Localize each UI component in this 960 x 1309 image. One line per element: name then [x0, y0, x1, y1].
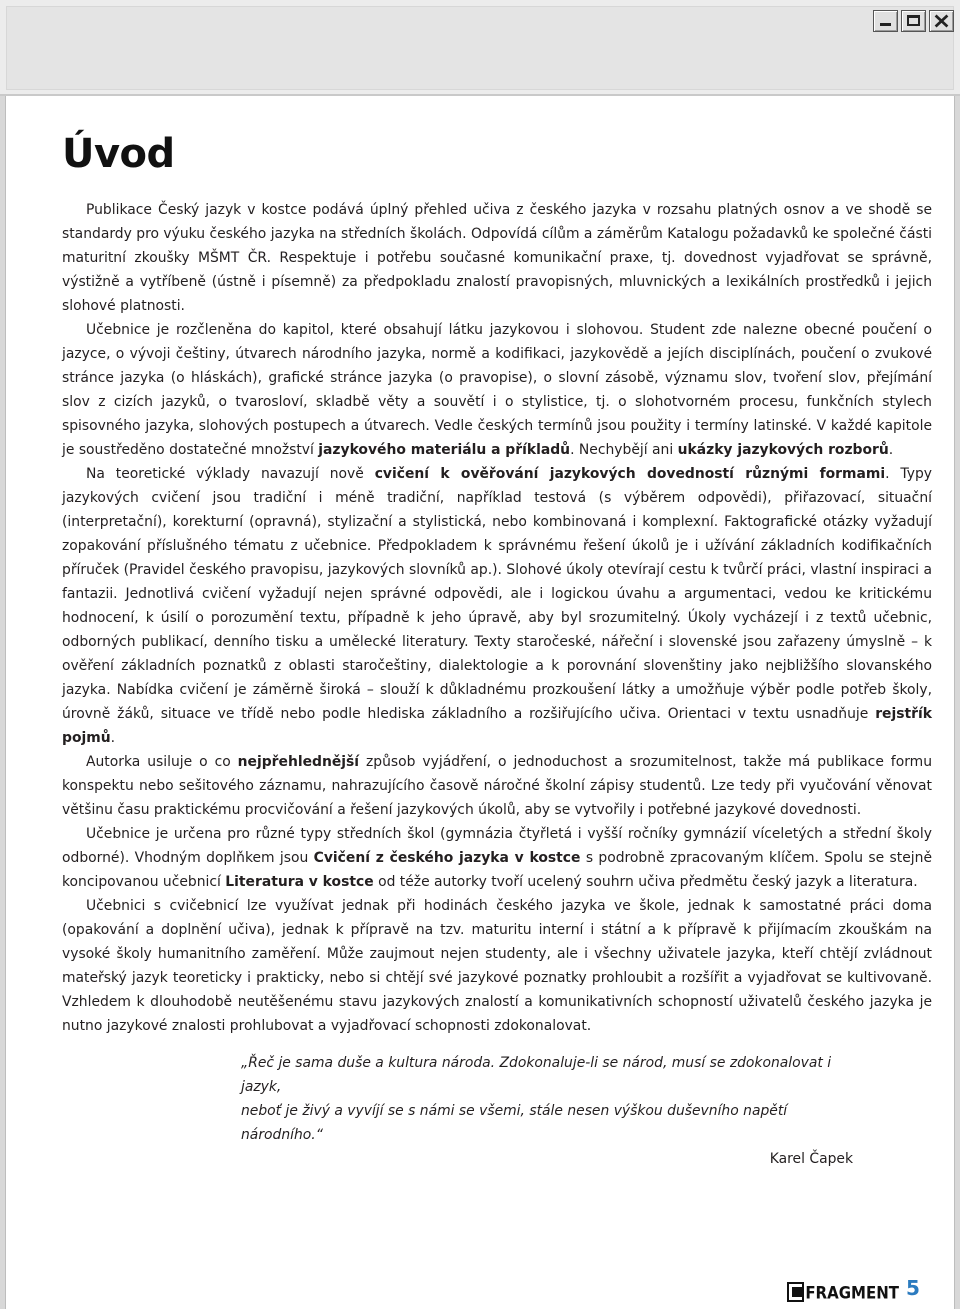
close-icon: [930, 11, 953, 31]
text-run: Publikace Český jazyk v kostce podává úplný přehled učiva z českého jazyka v rozsahu platných osnov a ve shodě se standardy pro výuku českého jazyka na středních školách. Odpovídá cílům a záměrům Katalogu požadavků ke společné části maturitní zkoušky MŠMT ČR. Respektuje i potřebu současné komunikační praxe, tj. dovednost vyjadřovat se správně, výstižně a vytříbeně (ústně i písemně) za předpokladu znalostí pravopisných, mluvnických a lexikálních prostředků i jejich slohové platnosti.: [62, 202, 933, 314]
text-run: Učebnice je rozčleněna do kapitol, které obsahují látku jazykovou i slohovou. Student zde nalezne obecné poučení o jazyce, o vývoji češtiny, útvarech národního jazyka, normě a kodifikaci, jazykovědě a jejích disciplínách, poučení o zvukové stránce jazyka (o hláskách), grafické stránce jazyka (o pravopise), o slovní zásobě, významu slov, tvoření slov, přejímání slov z cizích jazyků, o tvarosloví, skladbě věty a souvětí i o stylistice, tj. o slohotvorném procesu, funkčních stylech spisovného jazyka, slohových postupech a útvarech. Vedle českých termínů jsou použity i termíny latinské. V každé kapitole je soustředěno dostatečné množství: [62, 322, 932, 458]
paragraph: [62, 894, 932, 1038]
paragraph: [62, 198, 932, 318]
bold-text: cvičení k ověřování jazykových dovedností různými formami: [374, 466, 886, 482]
close-button[interactable]: [929, 10, 954, 32]
page-title: Úvod: [62, 131, 175, 177]
publisher-logo: [787, 1276, 899, 1302]
window-left-border: [0, 96, 6, 1309]
window-right-border: [954, 96, 960, 1309]
logo-mark-icon: [787, 1282, 804, 1302]
bold-text: nejpřehlednější: [237, 754, 360, 770]
text-run: .: [110, 730, 116, 746]
paragraph: [62, 462, 932, 750]
text-run: Učebnice je určena pro různé typy středních škol (gymnázia čtyřletá i vyšší ročníky gymnázií víceletých a střední školy odborné). Vhodným doplňkem jsou: [62, 826, 932, 866]
window-toolbar-area: [6, 6, 954, 90]
minimize-button[interactable]: [873, 10, 898, 32]
quote-line-2: neboť je živý a vyvíjí se s námi se všemi, stále nesen výškou duševního napětí národního.“: [241, 1103, 788, 1143]
bold-text: Literatura v kostce: [225, 874, 374, 890]
page-number: 5: [906, 1276, 920, 1300]
maximize-button[interactable]: [901, 10, 926, 32]
window-titlebar: [0, 0, 960, 96]
text-run: Na teoretické výklady navazují nově: [86, 466, 375, 482]
quote-line-1: „Řeč je sama duše a kultura národa. Zdokonaluje-li se národ, musí se zdokonalovat i jazyk,: [241, 1055, 832, 1095]
paragraph: [62, 318, 932, 462]
text-run: s podrobně zpracovaným klíčem. Spolu se stejně koncipovanou učebnicí: [62, 850, 932, 890]
bold-text: rejstřík pojmů: [62, 706, 932, 746]
document-body: [62, 130, 932, 1038]
maximize-icon: [907, 15, 920, 26]
paragraphs: [62, 198, 932, 1038]
text-run: .: [888, 442, 894, 458]
quote-author: Karel Čapek: [769, 1151, 853, 1167]
logo-text: FRAGMENT: [805, 1283, 899, 1303]
text-run: způsob vyjádření, o jednoduchost a srozumitelnost, takže má publikace formu konspektu nebo sešitového záznamu, nahrazujícího časově náročné školní zápisy studentů. Lze tedy při vyučování věnovat většinu času praktickému procvičování a řešení jazykových úkolů, aby se vytvořily i potřebné jazykové dovednosti.: [62, 754, 932, 818]
bold-text: jazykového materiálu a příkladů: [318, 442, 571, 458]
paragraph: [62, 822, 932, 894]
window-controls: [873, 10, 954, 32]
paragraph: [62, 750, 932, 822]
text-run: Učebnici s cvičebnicí lze využívat jednak při hodinách českého jazyka ve škole, jednak k samostatné práci doma (opakování a doplnění učiva), jednak k přípravě na tzv. maturitu interní i státní a k přípravě k přijímacím zkouškám na vysoké školy humanitního zaměření. Může zaujmout nejen studenty, ale i všechny uživatele jazyka, kteří chtějí zvládnout mateřský jazyk teoreticky i prakticky, nebo si chtějí své jazykové poznatky prohloubit a rozšířit a vyjadřovat se kultivovaně. Vzhledem k dlouhodobě neutěšenému stavu jazykových znalostí a komunikativních schopností uživatelů českého jazyka je nutno jazykové znalosti prohlubovat a vyjadřovací schopnosti zdokonalovat.: [62, 898, 932, 1034]
quote-block: [241, 1051, 853, 1171]
text-run: od téže autorky tvoří ucelený souhrn učiva předmětu český jazyk a literatura.: [373, 874, 918, 890]
text-run: . Nechybějí ani: [570, 442, 678, 458]
text-run: . Typy jazykových cvičení jsou tradiční i méně tradiční, například testová (s výběrem odpovědi), přiřazovací, situační (interpretační), korekturní (opravná), stylizační a stylistická, nebo kombinovaná i komplexní. Faktografické otázky vyžadují zopakování příslušného tématu z učebnice. Předpokladem k správnému řešení úkolů je i užívání základních kodifikačních příruček (Pravidel českého pravopisu, jazykových slovníků ap.). Slohové úkoly otevírají cestu k tvůrčí práci, vlastní inspiraci a fantazii. Jednotlivá cvičení vyžadují nejen správné odpovědi, ale i logickou úvahu a argumentaci, vedou ke kritickému hodnocení, k úsilí o porozumění textu, případně k jeho úpravě, aby byl srozumitelný. Úkoly vycházejí i z textů učebnic, odborných publikací, denního tisku a umělecké literatury. Texty staročeské, nářeční i slovenské jsou zařazeny úmyslně – k ověření základních poznatků z oblasti staročeštiny, dialektologie a k porovnání slovenštiny jako nejbližšího slovanského jazyka. Nabídka cvičení je záměrně široká – slouží k důkladnému prozkoušení látky a umožňuje výběr podle potřeb školy, úrovně žáků, situace ve třídě nebo podle hlediska základního a rozšiřujícího učiva. Orientaci v textu usnadňuje: [62, 466, 932, 722]
text-run: Autorka usiluje o co: [86, 754, 238, 770]
bold-text: Cvičení z českého jazyka v kostce: [313, 850, 581, 866]
bold-text: ukázky jazykových rozborů: [677, 442, 889, 458]
minimize-icon: [880, 23, 891, 26]
